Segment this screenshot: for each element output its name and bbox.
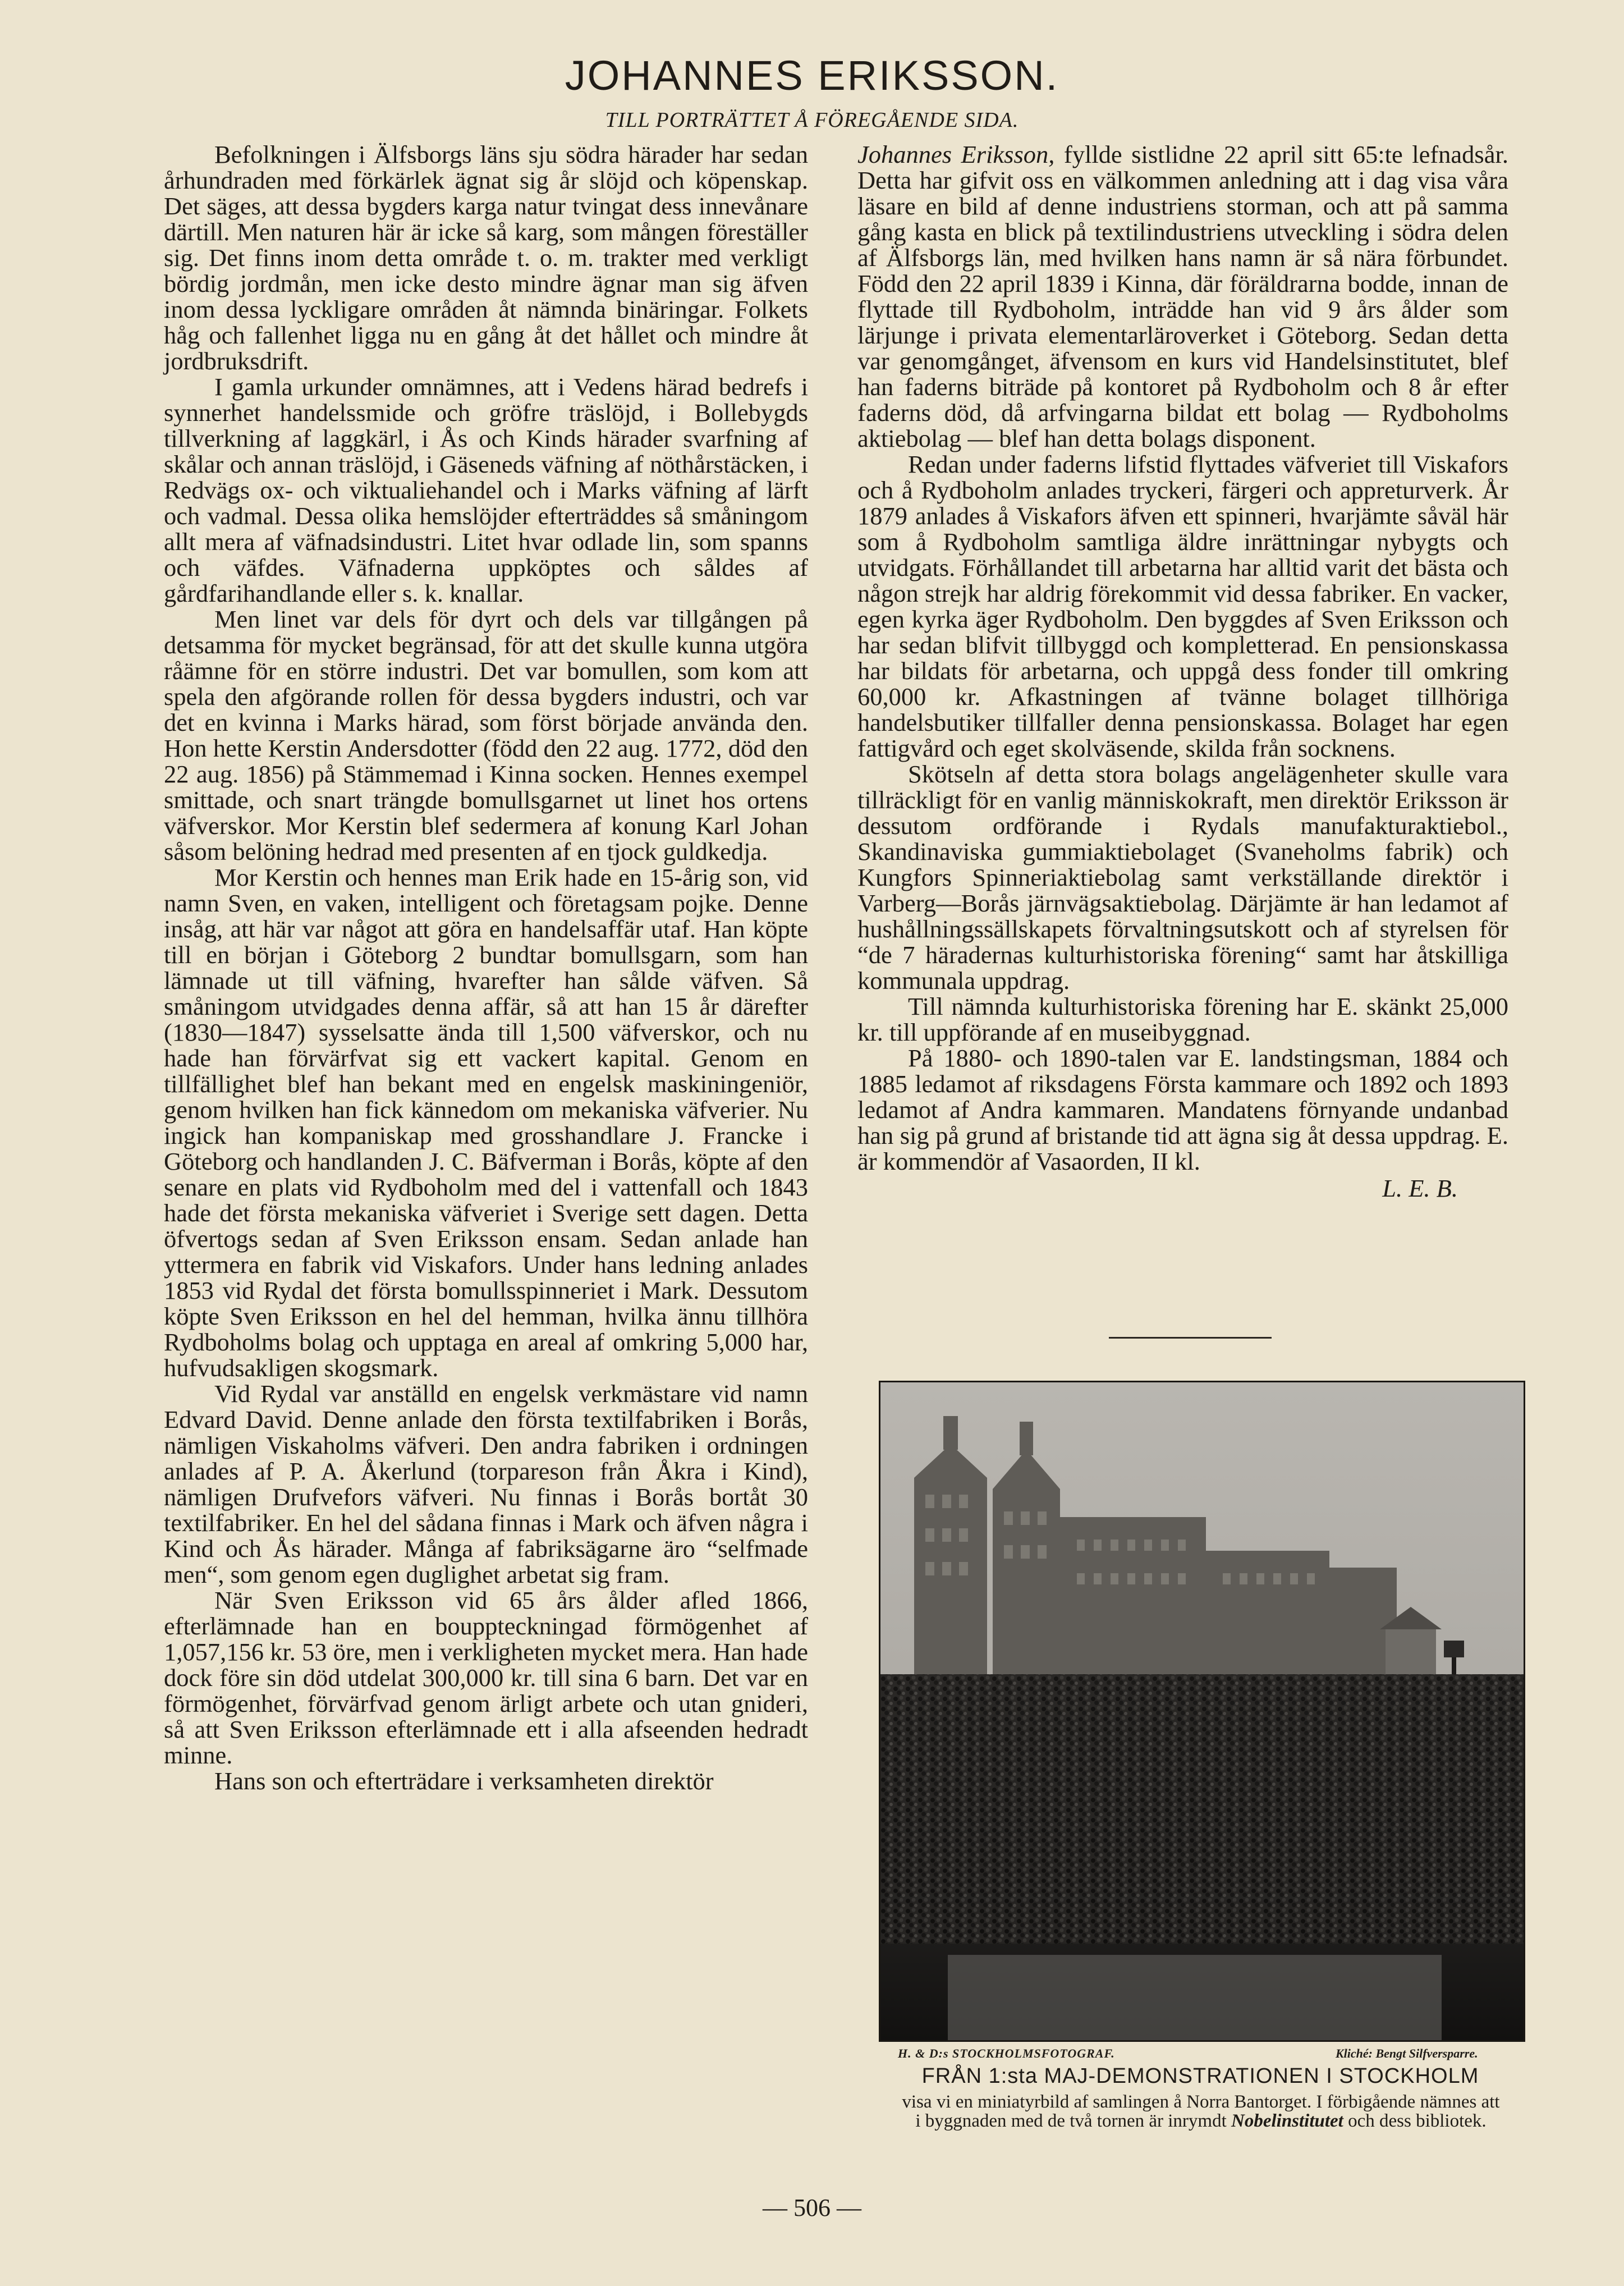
photo-credit: H. & D:s STOCKHOLMSFOTOGRAF. [898,2046,1115,2060]
paragraph: Hans son och efterträdare i verksamheten direktör [214,1767,714,1795]
paragraph: Skötseln af detta stora bolags angelägenheter skulle vara tillräckligt för en vanlig människokraft, men direktör Eriksson är dessutom ordförande i Rydals manufakturaktiebol., Skandinaviska gummiaktiebolaget (Svaneholms fabrik) och Kungfors Spinneriaktiebolag samt verkställande direktör i Varberg—Borås järnvägsaktiebolag. Därjämte är han ledamot af hushållningssällskapets förvaltningsutskott och af styrelsen för “de 7 häradernas kulturhistoriska förening“ samt har åtskilliga kommunala uppdrag. [857,760,1508,995]
author-signature: L. E. B. [1382,1174,1458,1202]
left-text-column [164,141,808,1794]
paragraph: Befolkningen i Älfsborgs läns sju södra härader har sedan århundraden med förkärlek ägnat sig år slöjd och köpenskap. Det säges, att dessa bygders karga natur tvingat dess innevånare därtill. Men naturen här är icke så karg, som mången föreställer sig. Det finns inom detta område t. o. m. trakter med verkligt bördig jordmån, men icke desto mindre ägnar man sig äfven inom dessa lyckligare områden åt nämnda binäringar. Folkets håg och fallenhet ligga nu en gång åt det hållet och mindre åt jordbruksdrift. [164,140,808,375]
caption-text: visa vi en miniatyrbild af samlingen å Norra Bantorget. I förbigående nämnes att i byggnaden med de två tornen är inrymdt [902,2092,1500,2131]
demonstration-photo [879,1381,1525,2042]
article-title: JOHANNES ERIKSSON. [565,52,1059,99]
paragraph: Men linet var dels för dyrt och dels var tillgången på detsamma för mycket begränsad, för att det skulle kunna utgöra råämne för en större industri. Det var bomullen, som kom att spela den afgörande rollen för dessa bygders industri, och var det en kvinna i Marks härad, som först började använda den. Hon hette Kerstin Andersdotter (född den 22 aug. 1772, död den 22 aug. 1856) på Stämmemad i Kinna socken. Hennes exempel smittade, och snart trängde bomullsgarnet ut linet hos ortens väfverskor. Mor Kerstin blef sedermera af konung Karl Johan såsom belöning hedrad med presenten af en tjock guldkedja. [164,605,808,865]
paragraph [857,141,1508,451]
caption-text: och dess bibliotek. [1348,2111,1487,2131]
paragraph: Mor Kerstin och hennes man Erik hade en 15-årig son, vid namn Sven, en vaken, intelligent och företagsam pojke. Denne insåg, att här var något att göra en handelsaffär utaf. Han köpte till en början i Göteborg 2 bundtar bomullsgarn, som han lämnade ut till väfning, hvarefter han sålde väfven. Så småningom utvidgades denna affär, så att han 15 år därefter (1830—1847) sysselsatte ända till 1,500 väfverskor, och nu hade han förvärfvat sig ett vackert kapital. Genom en tillfällighet blef han bekant med en engelsk maskiningeniör, genom hvilken han fick kännedom om mekaniska väfverier. Nu ingick han kompaniskap med grosshandlare J. Francke i Göteborg och handlanden J. C. Bäfverman i Borås, köpte af den senare en plats vid Rydboholm med del i vattenfall och 1843 hade det första mekaniska väfveriet i Sverige sett dagen. Detta öfvertogs sedan af Sven Eriksson ensam. Sedan anlade han yttermera en fabrik vid Viskafors. Under hans ledning anlades 1853 vid Rydal det första bomullsspinneriet i Mark. Dessutom köpte Sven Eriksson en hel del hemman, hvilka ännu tillhöra Rydboholms bolag och upptaga en areal af omkring 5,000 har, hufvudsakligen skogsmark. [164,863,808,1382]
paragraph: Till nämnda kulturhistoriska förening har E. skänkt 25,000 kr. till uppförande af en museibyggnad. [857,992,1508,1046]
paragraph: Redan under faderns lifstid flyttades väfveriet till Viskafors och å Rydboholm anlades tryckeri, färgeri och appreturverk. År 1879 anlades å Viskafors äfven ett spinneri, hvarjämte såväl här som å Rydboholm samtliga äldre inrättningar nybygts och utvidgats. Förhållandet till arbetarna har alltid varit det bästa och någon strejk har aldrig förekommit vid dessa fabriker. En vacker, egen kyrka äger Rydboholm. Den byggdes af Sven Eriksson och har sedan blifvit tillbyggd och kompletterad. En pensionskassa har bildats för arbetarna, och uppgå dess fonder till omkring 60,000 kr. Afkastningen af tvänne bolaget tillhöriga handelsbutiker tillfaller denna pensionskassa. Bolaget har egen fattigvård och eget skolväsende, skilda från socknens. [857,450,1508,762]
paragraph: Vid Rydal var anställd en engelsk verkmästare vid namn Edvard David. Denne anlade den första textilfabriken i Borås, nämligen Viskaholms väfveri. Den andra fabriken i ordningen anlades af P. A. Åkerlund (torpareson från Åkra i Kind), nämligen Drufvefors väfveri. Nu finnas i Borås bortåt 30 textilfabriker. En hel del sådana finnas i Mark och äfven några i Kind och Ås härader. Många af fabriksägarne äro “selfmade men“, som genom egen duglighet arbetat sig fram. [164,1380,808,1588]
cliche-credit: Kliché: Bengt Silfversparre. [1336,2046,1478,2060]
section-divider [1109,1337,1272,1339]
figure-caption [898,2092,1504,2131]
paragraph: På 1880- och 1890-talen var E. landstingsman, 1884 och 1885 ledamot af riksdagens Första kammare och 1892 och 1893 ledamot af Andra kammaren. Mandatens förnyande undanbad han sig på grund af bristande tid att ägna sig åt dessa uppdrag. E. är kommendör af Vasaorden, II kl. [857,1044,1508,1175]
paragraph-text: fyllde sistlidne 22 april sitt 65:te lefnadsår. Detta har gifvit oss en välkommen anledning att i dag visa våra läsare en bild af denne industriens storman, och att på samma gång kasta en blick på textilindustriens utveckling i södra delen af Älfsborgs län, med hvilken hans namn är så nära förbundet. Född den 22 april 1839 i Kinna, där föräldrarna bodde, innan de flyttade till Rydboholm, inträdde han vid 9 års ålder som lärjunge i privata elementarläroverket i Göteborg. Sedan detta var genomgånget, äfvensom en kurs vid Handelsinstitutet, blef han faderns biträde på kontoret på Rydboholm och 8 år efter faderns död, då arfvingarna bildat ett bolag — Rydboholms aktiebolag — blef han detta bolags disponent. [857,140,1508,452]
lead-name: Johannes Eriksson, [857,140,1055,168]
paragraph: I gamla urkunder omnämnes, att i Vedens härad bedrefs i synnerhet handelssmide och gröfre träslöjd, i Bollebygds tillverkning af laggkärl, i Ås och Kinds härader svarfning af skålar och annan träslöjd, i Gäseneds väfning af nöthårstäcken, i Redvägs ox- och viktualiehandel och i Marks väfning af lärft och vadmal. Dessa olika hemslöjder efterträddes så småningom allt mera af väfnadsindustri. Litet hvar odlade lin, som spanns och väfdes. Väfnaderna uppköptes och såldes af gårdfarihandlande eller s. k. knallar. [164,373,808,607]
page-number: — 506 — [763,2194,861,2221]
figure-caption-title: FRÅN 1:sta MAJ-DEMONSTRATIONEN I STOCKHOLM [921,2064,1479,2088]
right-text-column [857,141,1508,1201]
article-subtitle: TILL PORTRÄTTET Å FÖREGÅENDE SIDA. [605,108,1019,132]
paragraph: När Sven Eriksson vid 65 års ålder afled 1866, efterlämnade han en bouppteckningad förmögenhet af 1,057,156 kr. 53 öre, men i verkligheten mycket mera. Han hade dock före sin död utdelat 300,000 kr. till sina 6 barn. Det var en förmögenhet, förvärfvad genom ärligt arbete och utan gnideri, så att Sven Eriksson efterlämnade ett i alla afseenden hedradt minne. [164,1586,809,1769]
caption-emphasis: Nobelinstitutet [1231,2111,1343,2131]
